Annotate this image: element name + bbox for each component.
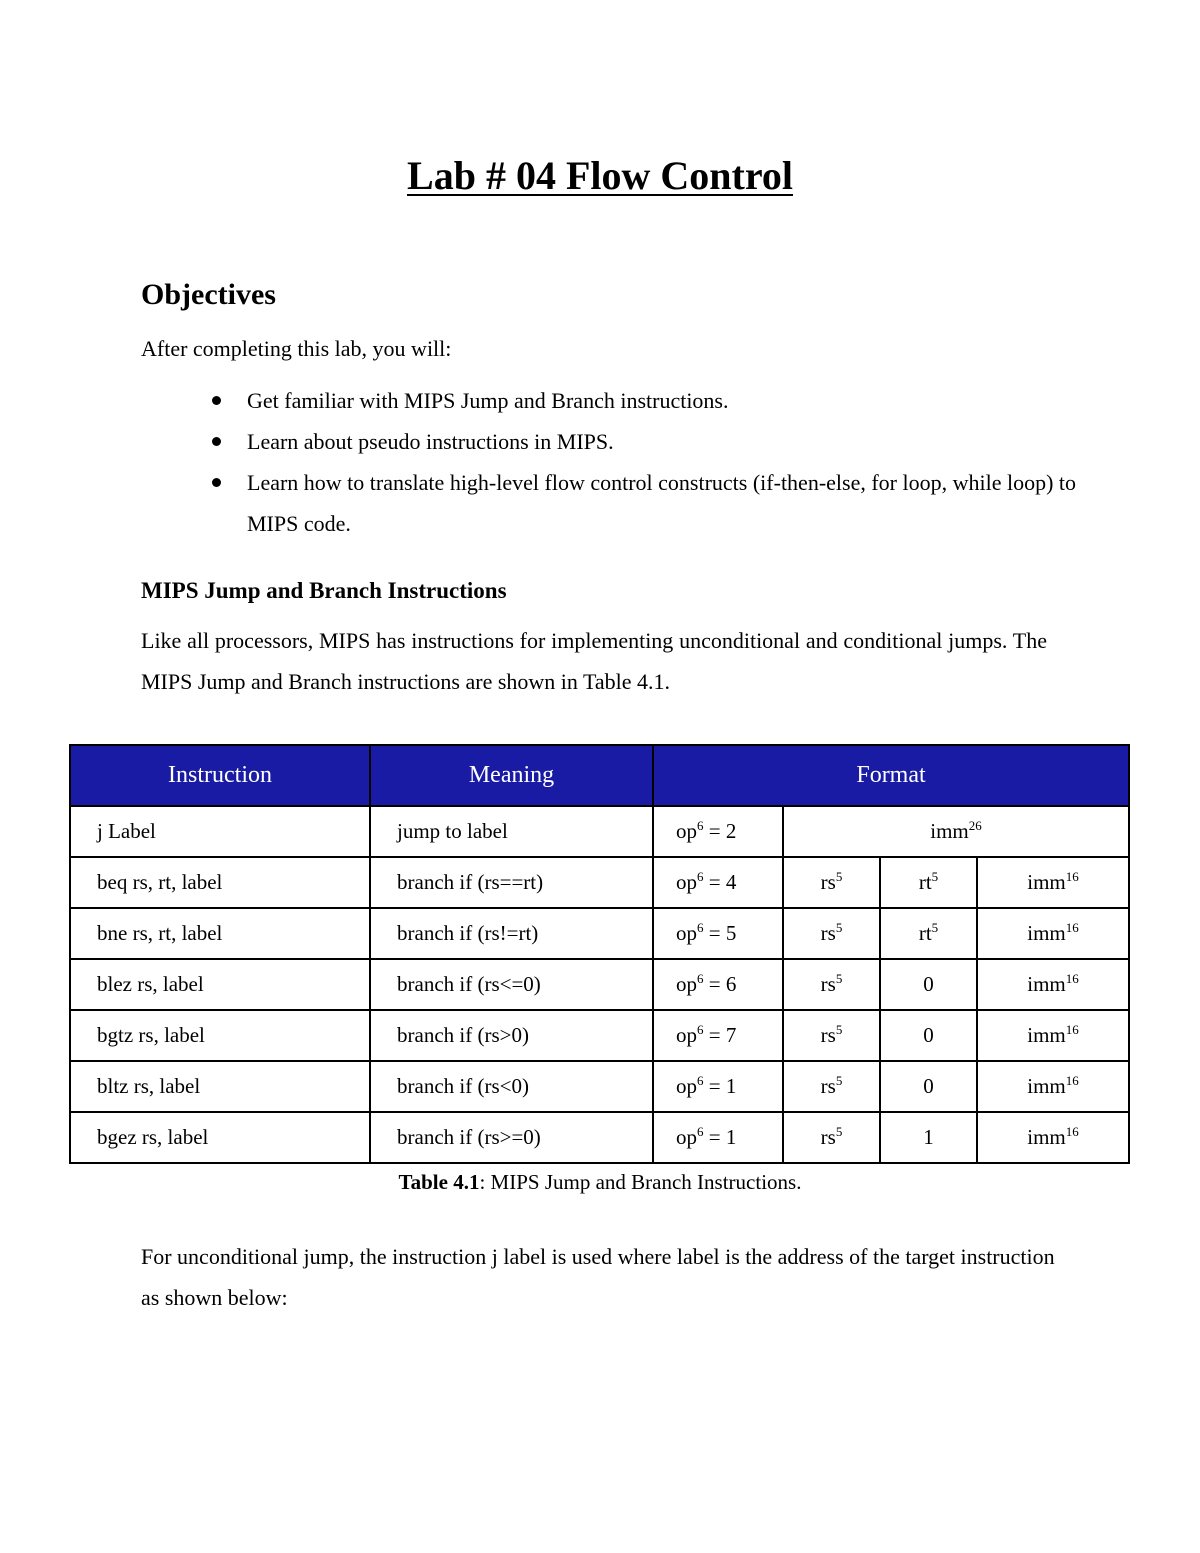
instruction-cell: bgtz rs, label	[70, 1010, 370, 1061]
rt-text: rt	[918, 921, 932, 945]
imm-text: imm	[1027, 1125, 1066, 1149]
imm-width: 16	[1065, 1124, 1079, 1139]
opcode-cell	[653, 1010, 783, 1061]
imm16-cell	[977, 1061, 1129, 1112]
imm-width: 16	[1065, 920, 1079, 935]
instruction-table	[69, 744, 1130, 1164]
rs-width: 5	[835, 1073, 843, 1088]
meaning-cell: branch if (rs>=0)	[370, 1112, 653, 1163]
objectives-heading: Objectives	[141, 278, 276, 311]
opcode-cell	[653, 908, 783, 959]
bullet-icon	[212, 396, 221, 405]
opcode-width: 6	[697, 971, 704, 986]
rt-width: 5	[931, 920, 939, 935]
instruction-cell: bgez rs, label	[70, 1112, 370, 1163]
opcode-text: op	[676, 972, 697, 996]
rs-cell	[783, 959, 880, 1010]
rs-text: rs	[820, 870, 836, 894]
list-item-text: Learn how to translate high-level flow control constructs (if-then-else, for loop, while loop) to MIPS code.	[247, 470, 1077, 536]
opcode-text: op	[676, 1074, 697, 1098]
instruction-cell: beq rs, rt, label	[70, 857, 370, 908]
rs-text: rs	[820, 921, 836, 945]
opcode-width: 6	[697, 1022, 704, 1037]
imm-width: 16	[1065, 1073, 1079, 1088]
imm-text: imm	[1027, 972, 1066, 996]
opcode-cell	[653, 1112, 783, 1163]
meaning-cell: branch if (rs==rt)	[370, 857, 653, 908]
header-meaning: Meaning	[370, 745, 653, 806]
opcode-width: 6	[697, 818, 704, 833]
imm-text: imm	[1027, 1023, 1066, 1047]
opcode-width: 6	[697, 920, 704, 935]
table-row	[70, 1010, 1129, 1061]
meaning-cell: branch if (rs<0)	[370, 1061, 653, 1112]
meaning-cell: branch if (rs>0)	[370, 1010, 653, 1061]
opcode-text: op	[676, 921, 697, 945]
table-caption	[0, 1170, 1200, 1195]
rs-width: 5	[835, 1124, 843, 1139]
bullet-icon	[212, 437, 221, 446]
rs-cell	[783, 1061, 880, 1112]
imm-width: 16	[1065, 971, 1079, 986]
imm-width: 16	[1065, 869, 1079, 884]
opcode-text: op	[676, 1023, 697, 1047]
opcode-cell	[653, 1061, 783, 1112]
opcode-value: = 1	[703, 1125, 737, 1149]
opcode-text: op	[676, 819, 697, 843]
rt-width: 5	[931, 869, 939, 884]
caption-text: : MIPS Jump and Branch Instructions.	[479, 1170, 802, 1194]
rt-text: 1	[923, 1125, 934, 1149]
rs-width: 5	[835, 971, 843, 986]
opcode-cell	[653, 857, 783, 908]
list-item	[141, 421, 1081, 462]
rt-cell	[880, 1010, 977, 1061]
rs-width: 5	[835, 1022, 843, 1037]
list-item	[141, 380, 1081, 421]
list-item	[141, 462, 1081, 544]
table-header-row	[70, 745, 1129, 806]
opcode-text: op	[676, 1125, 697, 1149]
bullet-icon	[212, 478, 221, 487]
rs-width: 5	[835, 869, 843, 884]
objectives-list	[141, 380, 1081, 544]
imm-width: 26	[968, 818, 982, 833]
rs-cell	[783, 857, 880, 908]
opcode-value: = 2	[703, 819, 737, 843]
objectives-intro: After completing this lab, you will:	[141, 336, 452, 361]
rt-text: 0	[923, 972, 934, 996]
imm16-cell	[977, 959, 1129, 1010]
rt-text: 0	[923, 1023, 934, 1047]
opcode-cell	[653, 959, 783, 1010]
rs-cell	[783, 908, 880, 959]
opcode-width: 6	[697, 1073, 704, 1088]
rs-width: 5	[835, 920, 843, 935]
list-item-text: Get familiar with MIPS Jump and Branch instructions.	[247, 388, 729, 413]
rs-cell	[783, 1112, 880, 1163]
opcode-value: = 6	[703, 972, 737, 996]
imm-text: imm	[1027, 870, 1066, 894]
opcode-value: = 1	[703, 1074, 737, 1098]
closing-paragraph: For unconditional jump, the instruction j label is used where label is the address of the target instruction as shown below:	[141, 1244, 1055, 1310]
instruction-cell: j Label	[70, 806, 370, 857]
imm26-cell	[783, 806, 1129, 857]
instruction-cell: bne rs, rt, label	[70, 908, 370, 959]
imm16-cell	[977, 857, 1129, 908]
jump-branch-paragraph: Like all processors, MIPS has instructions for implementing unconditional and conditional jumps. The MIPS Jump and Branch instructions are shown in Table 4.1.	[141, 628, 1047, 694]
meaning-cell: branch if (rs!=rt)	[370, 908, 653, 959]
caption-label: Table 4.1	[398, 1170, 480, 1194]
rt-cell	[880, 908, 977, 959]
imm16-cell	[977, 1010, 1129, 1061]
imm-width: 16	[1065, 1022, 1079, 1037]
opcode-width: 6	[697, 869, 704, 884]
opcode-text: op	[676, 870, 697, 894]
rs-text: rs	[820, 1023, 836, 1047]
meaning-cell: jump to label	[370, 806, 653, 857]
table-row	[70, 1112, 1129, 1163]
opcode-cell	[653, 806, 783, 857]
opcode-value: = 5	[703, 921, 737, 945]
imm16-cell	[977, 908, 1129, 959]
meaning-cell: branch if (rs<=0)	[370, 959, 653, 1010]
imm-text: imm	[1027, 921, 1066, 945]
rs-cell	[783, 1010, 880, 1061]
table-row	[70, 959, 1129, 1010]
imm-text: imm	[930, 819, 969, 843]
list-item-text: Learn about pseudo instructions in MIPS.	[247, 429, 614, 454]
rs-text: rs	[820, 972, 836, 996]
header-instruction: Instruction	[70, 745, 370, 806]
table-row	[70, 806, 1129, 857]
rt-text: rt	[918, 870, 932, 894]
table-row	[70, 908, 1129, 959]
rs-text: rs	[820, 1125, 836, 1149]
imm16-cell	[977, 1112, 1129, 1163]
opcode-value: = 4	[703, 870, 737, 894]
jump-branch-heading: MIPS Jump and Branch Instructions	[141, 578, 507, 603]
opcode-width: 6	[697, 1124, 704, 1139]
page-title: Lab # 04 Flow Control	[407, 153, 793, 198]
table-row	[70, 1061, 1129, 1112]
rt-text: 0	[923, 1074, 934, 1098]
rt-cell	[880, 1112, 977, 1163]
opcode-value: = 7	[703, 1023, 737, 1047]
header-format: Format	[653, 745, 1129, 806]
table-row	[70, 857, 1129, 908]
rt-cell	[880, 959, 977, 1010]
instruction-cell: blez rs, label	[70, 959, 370, 1010]
rt-cell	[880, 1061, 977, 1112]
instruction-cell: bltz rs, label	[70, 1061, 370, 1112]
rt-cell	[880, 857, 977, 908]
rs-text: rs	[820, 1074, 836, 1098]
imm-text: imm	[1027, 1074, 1066, 1098]
